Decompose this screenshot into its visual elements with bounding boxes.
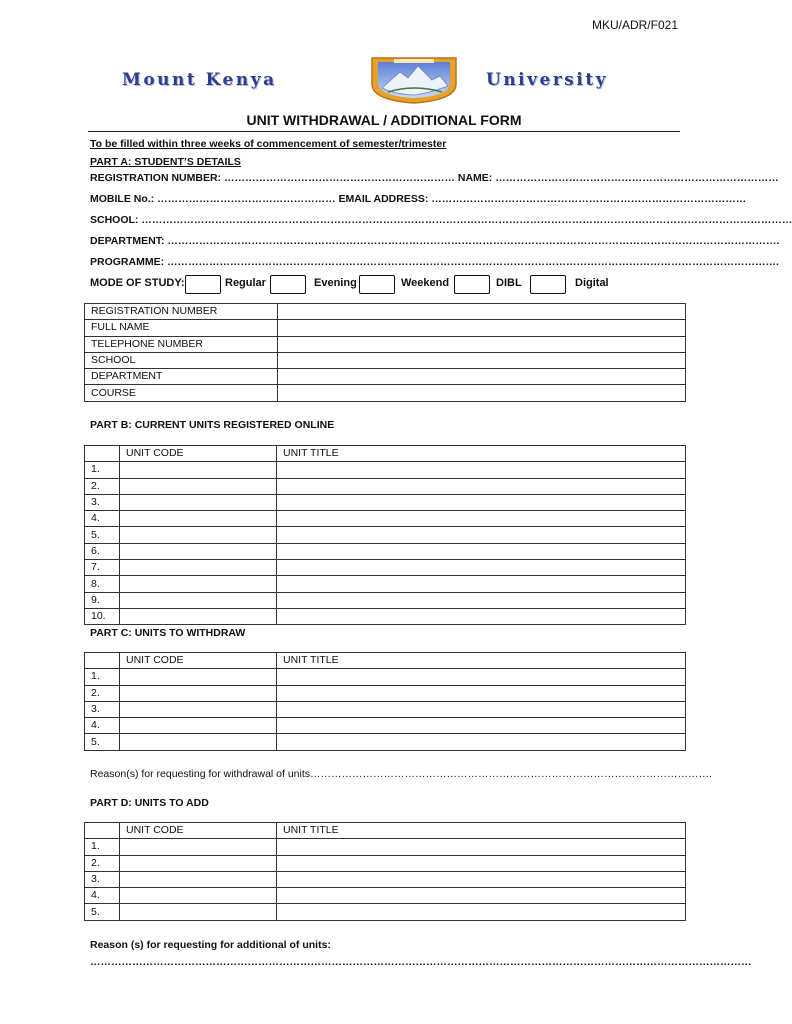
table-row [85, 871, 686, 887]
unit-title-cell[interactable] [277, 701, 686, 717]
add-units-table [84, 822, 686, 921]
table-row [85, 839, 686, 855]
row-number: 3. [85, 701, 120, 717]
row-number: 5. [85, 527, 120, 543]
details-label: DEPARTMENT [85, 369, 278, 385]
instruction-text: To be filled within three weeks of commencement of semester/trimester [90, 138, 447, 150]
unit-code-cell[interactable] [120, 478, 277, 494]
unit-code-cell[interactable] [120, 871, 277, 887]
unit-code-cell[interactable] [120, 839, 277, 855]
university-header [118, 52, 666, 108]
unit-title-cell[interactable] [277, 576, 686, 592]
row-number: 10. [85, 608, 120, 624]
table-row [85, 718, 686, 734]
mode-of-study-row [90, 275, 680, 295]
unit-code-cell[interactable] [120, 511, 277, 527]
university-logo [366, 54, 462, 104]
mobile-email-line[interactable]: MOBILE No.: …………………………………………… EMAIL ADDRESS: ……………………………………………………………………………… [90, 193, 747, 205]
unit-code-cell[interactable] [120, 888, 277, 904]
details-label: REGISTRATION NUMBER [85, 304, 278, 320]
details-label: TELEPHONE NUMBER [85, 336, 278, 352]
unit-title-cell[interactable] [277, 560, 686, 576]
withdraw-units-table [84, 652, 686, 751]
unit-title-cell[interactable] [277, 527, 686, 543]
title-divider [88, 131, 680, 132]
unit-code-cell[interactable] [120, 685, 277, 701]
mode-dibl-checkbox[interactable] [454, 275, 490, 294]
unit-code-cell[interactable] [120, 462, 277, 478]
part-d-heading: PART D: UNITS TO ADD [90, 797, 209, 809]
unit-title-cell[interactable] [277, 494, 686, 510]
details-value-cell[interactable] [278, 320, 686, 336]
unit-title-header: UNIT TITLE [277, 823, 686, 839]
unit-code-cell[interactable] [120, 669, 277, 685]
row-number: 5. [85, 734, 120, 750]
table-row [85, 592, 686, 608]
table-row [85, 369, 686, 385]
additional-reason-label: Reason (s) for requesting for additional of units: [90, 939, 331, 951]
unit-title-cell[interactable] [277, 669, 686, 685]
current-units-table [84, 445, 686, 625]
unit-title-cell[interactable] [277, 608, 686, 624]
mode-of-study-label: MODE OF STUDY: [90, 277, 185, 289]
unit-title-cell[interactable] [277, 904, 686, 920]
table-row [85, 904, 686, 920]
table-header-row [85, 653, 686, 669]
table-row [85, 576, 686, 592]
table-row [85, 320, 686, 336]
university-name-right: University [486, 70, 609, 90]
table-row [85, 462, 686, 478]
row-number: 3. [85, 494, 120, 510]
unit-title-cell[interactable] [277, 718, 686, 734]
mode-dibl-label: DIBL [496, 277, 522, 289]
row-number: 5. [85, 904, 120, 920]
unit-code-cell[interactable] [120, 576, 277, 592]
unit-title-cell[interactable] [277, 478, 686, 494]
table-row [85, 855, 686, 871]
unit-title-header: UNIT TITLE [277, 653, 686, 669]
row-number: 4. [85, 888, 120, 904]
mode-weekend-label: Weekend [401, 277, 450, 289]
mode-evening-label: Evening [314, 277, 357, 289]
document-code: MKU/ADR/F021 [591, 18, 678, 32]
row-number: 7. [85, 560, 120, 576]
form-title: UNIT WITHDRAWAL / ADDITIONAL FORM [246, 112, 522, 128]
table-header-row [85, 823, 686, 839]
details-value-cell[interactable] [278, 385, 686, 401]
unit-code-cell[interactable] [120, 904, 277, 920]
unit-title-header: UNIT TITLE [277, 446, 686, 462]
number-header-cell [85, 653, 120, 669]
unit-title-cell[interactable] [277, 871, 686, 887]
unit-code-cell[interactable] [120, 608, 277, 624]
table-row [85, 685, 686, 701]
table-row [85, 385, 686, 401]
table-row [85, 352, 686, 368]
school-line[interactable]: SCHOOL: …………………………………………………………………………………………………………………………………………………………………… [90, 214, 792, 226]
unit-code-cell[interactable] [120, 560, 277, 576]
unit-code-cell[interactable] [120, 494, 277, 510]
unit-code-header: UNIT CODE [120, 446, 277, 462]
table-row [85, 608, 686, 624]
unit-code-cell[interactable] [120, 543, 277, 559]
table-row [85, 734, 686, 750]
unit-title-cell[interactable] [277, 462, 686, 478]
number-header-cell [85, 823, 120, 839]
unit-title-cell[interactable] [277, 888, 686, 904]
table-row [85, 888, 686, 904]
row-number: 2. [85, 855, 120, 871]
part-a-heading: PART A: STUDENT’S DETAILS [90, 156, 241, 168]
table-row [85, 560, 686, 576]
unit-title-cell[interactable] [277, 734, 686, 750]
table-row [85, 669, 686, 685]
unit-code-cell[interactable] [120, 701, 277, 717]
details-value-cell[interactable] [278, 369, 686, 385]
department-line[interactable]: DEPARTMENT: …………………………………………………………………………………………………………………………………………………………. [90, 235, 780, 247]
unit-title-cell[interactable] [277, 839, 686, 855]
unit-code-cell[interactable] [120, 718, 277, 734]
table-header-row [85, 446, 686, 462]
table-row [85, 336, 686, 352]
details-label: FULL NAME [85, 320, 278, 336]
university-name-left: Mount Kenya [122, 70, 277, 90]
details-label: SCHOOL [85, 352, 278, 368]
part-c-heading: PART C: UNITS TO WITHDRAW [90, 627, 246, 639]
details-value-cell[interactable] [278, 304, 686, 320]
table-row [85, 511, 686, 527]
part-b-heading: PART B: CURRENT UNITS REGISTERED ONLINE [90, 419, 335, 431]
row-number: 2. [85, 685, 120, 701]
unit-title-cell[interactable] [277, 511, 686, 527]
row-number: 1. [85, 462, 120, 478]
registration-name-line[interactable]: REGISTRATION NUMBER: ………………………………………………………… NAME: ……………………………………………………………………… [90, 172, 779, 184]
unit-code-header: UNIT CODE [120, 653, 277, 669]
unit-title-cell[interactable] [277, 685, 686, 701]
row-number: 4. [85, 718, 120, 734]
table-row [85, 527, 686, 543]
withdrawal-reason-line[interactable]: Reason(s) for requesting for withdrawal of units……………………………………………………………………………………………………. [90, 768, 712, 780]
row-number: 2. [85, 478, 120, 494]
mode-evening-checkbox[interactable] [270, 275, 306, 294]
details-value-cell[interactable] [278, 352, 686, 368]
mode-weekend-checkbox[interactable] [359, 275, 395, 294]
unit-title-cell[interactable] [277, 855, 686, 871]
row-number: 9. [85, 592, 120, 608]
unit-title-cell[interactable] [277, 592, 686, 608]
student-details-table [84, 303, 686, 402]
programme-line[interactable]: PROGRAMME: …………………………………………………………………………………………………………………………………………………………. [90, 256, 779, 268]
row-number: 1. [85, 669, 120, 685]
row-number: 1. [85, 839, 120, 855]
table-row [85, 701, 686, 717]
unit-code-cell[interactable] [120, 734, 277, 750]
mode-digital-label: Digital [575, 277, 609, 289]
mode-digital-checkbox[interactable] [530, 275, 566, 294]
unit-code-cell[interactable] [120, 527, 277, 543]
table-row [85, 304, 686, 320]
row-number: 6. [85, 543, 120, 559]
details-value-cell[interactable] [278, 336, 686, 352]
table-row [85, 494, 686, 510]
unit-title-cell[interactable] [277, 543, 686, 559]
additional-reason-line[interactable]: ……………………………………………………………………………………………………………………………………………………………………… [90, 956, 752, 968]
number-header-cell [85, 446, 120, 462]
table-row [85, 543, 686, 559]
row-number: 3. [85, 871, 120, 887]
mode-regular-checkbox[interactable] [185, 275, 221, 294]
mode-regular-label: Regular [225, 277, 266, 289]
row-number: 4. [85, 511, 120, 527]
unit-code-cell[interactable] [120, 592, 277, 608]
table-row [85, 478, 686, 494]
row-number: 8. [85, 576, 120, 592]
unit-code-header: UNIT CODE [120, 823, 277, 839]
unit-code-cell[interactable] [120, 855, 277, 871]
details-label: COURSE [85, 385, 278, 401]
